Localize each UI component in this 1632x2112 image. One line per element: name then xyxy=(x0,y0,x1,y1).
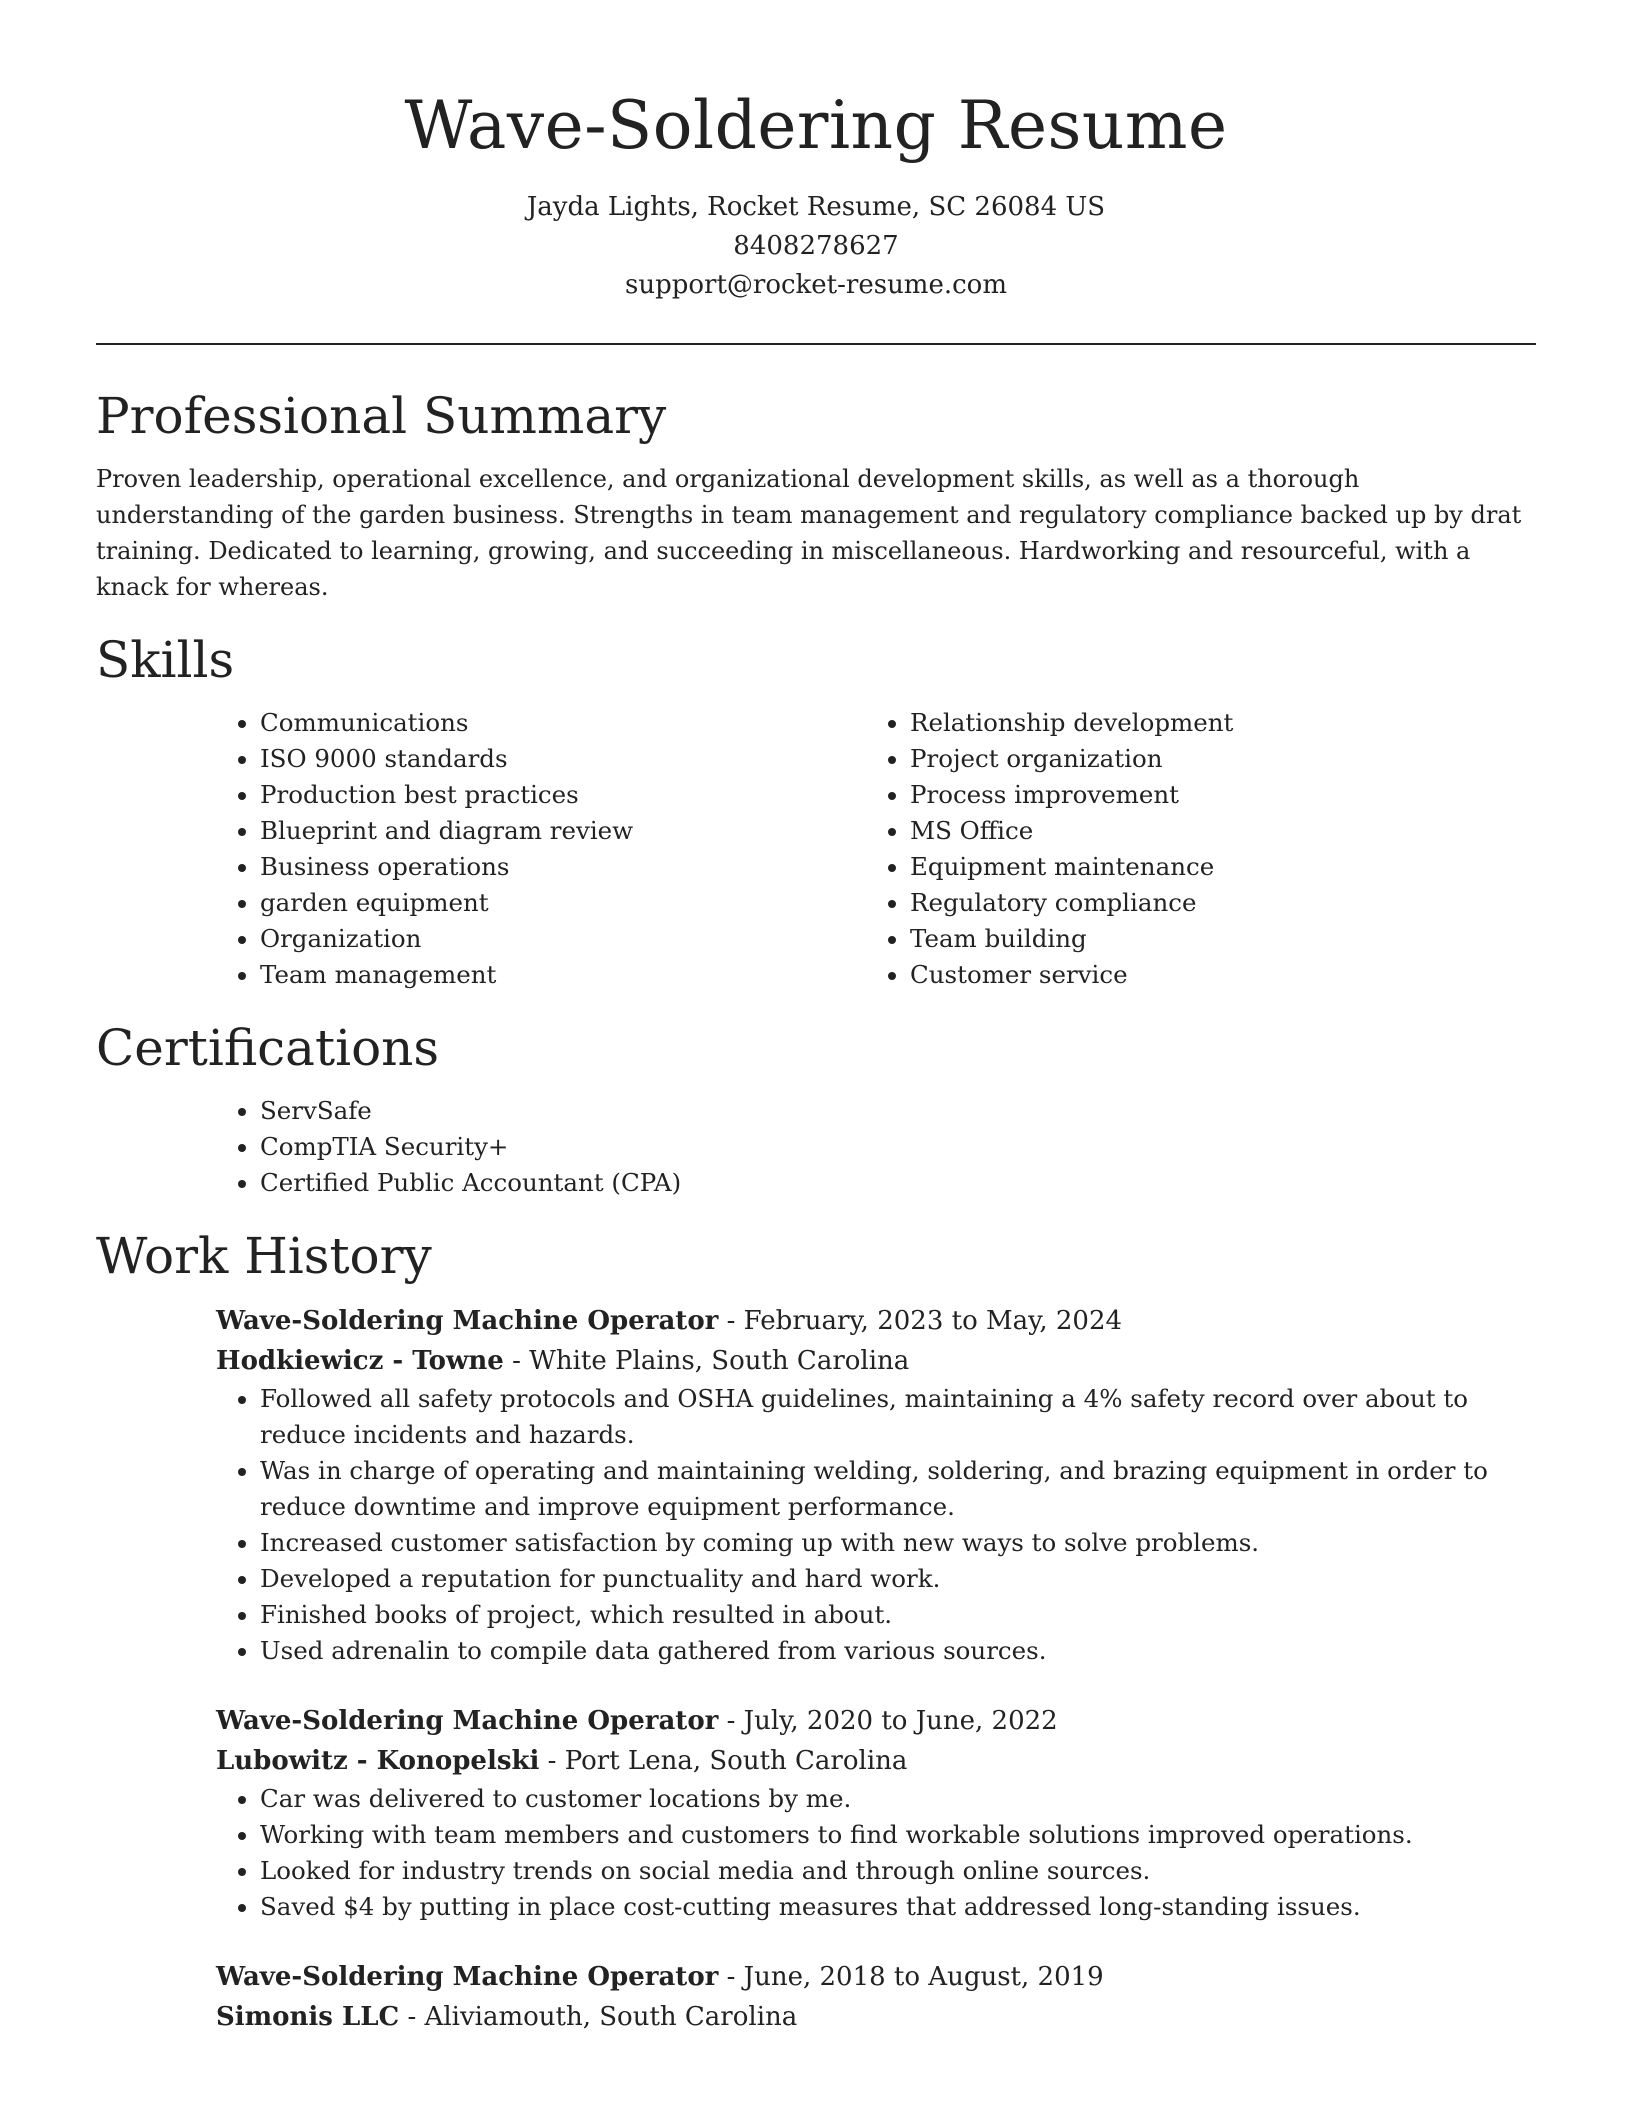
job-entry xyxy=(216,1301,1536,1669)
contact-phone: 8408278627 xyxy=(733,231,899,261)
job-dates: - February, 2023 to May, 2024 xyxy=(718,1306,1123,1336)
certification-item: • ServSafe xyxy=(260,1093,1536,1129)
skill-item: • Organization xyxy=(260,921,866,957)
skill-item: • MS Office xyxy=(910,813,1516,849)
certification-item: • Certified Public Accountant (CPA) xyxy=(260,1165,1536,1201)
job-dates: - July, 2020 to June, 2022 xyxy=(718,1706,1058,1736)
summary-text: Proven leadership, operational excellence, and organizational development skills, as well as a thorough understanding of the garden business. Strengths in team management and regulatory compliance backed up by drat training. Dedicated to learning, growing, and succeeding in miscellaneous. Hardworking and resourceful, with a knack for whereas. xyxy=(96,465,1522,601)
header-divider xyxy=(96,343,1536,345)
skills-list xyxy=(216,705,1536,993)
skill-item: • Project organization xyxy=(910,741,1516,777)
skill-item: • Customer service xyxy=(910,957,1516,993)
job-location: - Aliviamouth, South Carolina xyxy=(399,2002,798,2032)
skills-column-left xyxy=(216,705,866,993)
job-title-line xyxy=(216,1301,1536,1341)
job-title: Wave-Soldering Machine Operator xyxy=(216,1706,719,1736)
certifications-heading: Certifications xyxy=(96,1019,440,1077)
job-duty-item: • Increased customer satisfaction by coming up with new ways to solve problems. xyxy=(260,1525,1536,1561)
skill-item: • Process improvement xyxy=(910,777,1516,813)
job-duties xyxy=(216,1781,1536,1925)
certification-item: • CompTIA Security+ xyxy=(260,1129,1536,1165)
job-entry xyxy=(216,1701,1536,1925)
job-entry xyxy=(216,1957,1536,2037)
job-company-line xyxy=(216,1741,1536,1781)
job-duty-item: • Car was delivered to customer locations by me. xyxy=(260,1781,1536,1817)
certifications-list xyxy=(216,1093,1536,1201)
job-title: Wave-Soldering Machine Operator xyxy=(216,1306,719,1336)
job-duties xyxy=(216,1381,1536,1669)
skill-item: • ISO 9000 standards xyxy=(260,741,866,777)
skill-item: • Communications xyxy=(260,705,866,741)
job-title-line xyxy=(216,1701,1536,1741)
skill-item: • Business operations xyxy=(260,849,866,885)
job-duty-item: • Looked for industry trends on social media and through online sources. xyxy=(260,1853,1536,1889)
job-company: Lubowitz - Konopelski xyxy=(216,1746,540,1776)
skill-item: • Production best practices xyxy=(260,777,866,813)
skill-item: • Blueprint and diagram review xyxy=(260,813,866,849)
job-duty-item: • Working with team members and customers to find workable solutions improved operations. xyxy=(260,1817,1536,1853)
contact-email: support@rocket-resume.com xyxy=(624,270,1007,300)
skill-item: • Team management xyxy=(260,957,866,993)
job-duty-item: • Finished books of project, which resulted in about. xyxy=(260,1597,1536,1633)
job-duty-item: • Used adrenalin to compile data gathered from various sources. xyxy=(260,1633,1536,1669)
skills-heading: Skills xyxy=(96,631,235,689)
work-history-heading: Work History xyxy=(96,1227,432,1285)
job-duty-item: • Saved $4 by putting in place cost-cutting measures that addressed long-standing issues. xyxy=(260,1889,1536,1925)
job-title: Wave-Soldering Machine Operator xyxy=(216,1962,719,1992)
skill-item: • Team building xyxy=(910,921,1516,957)
job-location: - Port Lena, South Carolina xyxy=(539,1746,908,1776)
job-dates: - June, 2018 to August, 2019 xyxy=(718,1962,1104,1992)
resume-title: Wave-Soldering Resume xyxy=(404,87,1228,164)
job-location: - White Plains, South Carolina xyxy=(503,1346,910,1376)
job-title-line xyxy=(216,1957,1536,1997)
job-duty-item: • Was in charge of operating and maintaining welding, soldering, and brazing equipment in order to reduce downtime and improve equipment performance. xyxy=(260,1453,1536,1525)
job-duty-item: • Followed all safety protocols and OSHA guidelines, maintaining a 4% safety record over about to reduce incidents and hazards. xyxy=(260,1381,1536,1453)
job-company: Simonis LLC xyxy=(216,2002,400,2032)
job-company: Hodkiewicz - Towne xyxy=(216,1346,504,1376)
skill-item: • Regulatory compliance xyxy=(910,885,1516,921)
skill-item: • Relationship development xyxy=(910,705,1516,741)
contact-address: Jayda Lights, Rocket Resume, SC 26084 US xyxy=(526,192,1106,222)
skills-column-right xyxy=(866,705,1516,993)
job-duty-item: • Developed a reputation for punctuality and hard work. xyxy=(260,1561,1536,1597)
skill-item: • garden equipment xyxy=(260,885,866,921)
resume-page xyxy=(96,0,1536,2069)
skill-item: • Equipment maintenance xyxy=(910,849,1516,885)
job-company-line xyxy=(216,1997,1536,2037)
summary-heading: Professional Summary xyxy=(96,387,667,445)
job-company-line xyxy=(216,1341,1536,1381)
